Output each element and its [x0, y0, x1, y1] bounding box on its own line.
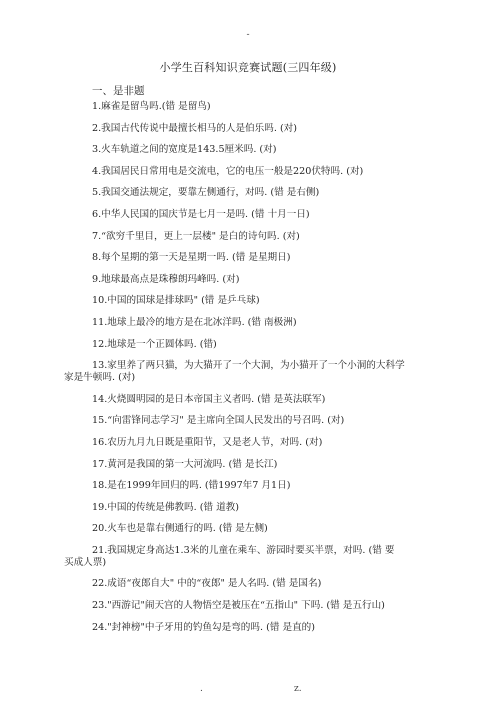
question-item: 16.农历九月九日既是重阳节，又是老人节，对吗. (对) [92, 436, 323, 448]
question-list [0, 101, 496, 643]
question-item: 3.火车轨道之间的宽度是143.5厘米吗. (对) [92, 144, 277, 156]
question-item: 8.每个星期的第一天是星期一吗. (错 是星期日) [92, 252, 291, 264]
question-item: 22.成语“夜郎自大" 中的“夜郎" 是人名吗. (错 是国名) [92, 578, 322, 590]
question-item: 6.中华人民国的国庆节是七月一是吗. (错 十月一日) [92, 208, 310, 220]
question-item: 15.“向雷锋同志学习" 是主席向全国人民发出的号召吗. (对) [92, 415, 345, 427]
question-line: 13.家里养了两只猫，为大猫开了一个大洞，为小猫开了一个小洞的大科学 [92, 360, 405, 372]
question-item: 24."封神榜"中子牙用的钓鱼勾是弯的吗. (错 是直的) [92, 621, 315, 633]
question-item: 4.我国居民日常用电是交流电，它的电压一般是220伏特吗. (对) [92, 165, 364, 177]
question-line: 家是牛顿吗. (对) [64, 372, 136, 384]
question-item: 23."西游记"闹天宫的人物悟空是被压在“五指山" 下吗. (错 是五行山) [92, 600, 385, 612]
page-title: 小学生百科知识竞赛试题(三四年级) [159, 61, 337, 74]
section-heading: 一、是非题 [92, 85, 145, 97]
question-item: 10.中国的国球是排球吗" (错 是乒乓球) [92, 295, 260, 307]
question-item: 20.火车也是靠右侧通行的吗. (错 是左侧) [92, 523, 268, 535]
question-item: 9.地球最高点是珠穆朗玛峰吗. (对) [92, 273, 240, 285]
footer-left: . [200, 684, 203, 694]
question-item: 5.我国交通法规定，要靠左侧通行，对吗. (错 是右侧) [92, 187, 320, 199]
question-item: 17.黄河是我国的第一大河流吗. (错 是长江) [92, 458, 278, 470]
question-item: 12.地球是一个正圆体吗. (错) [92, 338, 217, 350]
question-item: 1.麻雀是留鸟吗.(错 是留鸟) [92, 101, 211, 112]
question-item: 2.我国古代传说中最擅长相马的人是伯乐吗. (对) [92, 122, 298, 134]
question-item: 14.火烧圆明园的是日本帝国主义者吗. (错 是英法联军) [92, 393, 326, 405]
question-line: 21.我国规定身高达1.3米的儿童在乘车、游园时要买半票，对吗. (错 要 [92, 544, 395, 556]
question-item [0, 545, 496, 569]
question-line: 买成人票) [64, 556, 107, 568]
question-item: 18.是在1999年回归的吗. (错1997年7 月1日) [92, 480, 291, 492]
question-item: 11.地球上最冷的地方是在北冰洋吗. (错 南极洲) [92, 316, 297, 328]
question-item: 7.“欲穷千里目，更上一层楼" 是白的诗句吗. (对) [92, 230, 300, 242]
question-item: 19.中国的传统是佛教吗. (错 道教) [92, 501, 240, 513]
question-item [0, 360, 496, 384]
page-number: z. [294, 684, 302, 694]
header-mark: - [246, 30, 250, 40]
